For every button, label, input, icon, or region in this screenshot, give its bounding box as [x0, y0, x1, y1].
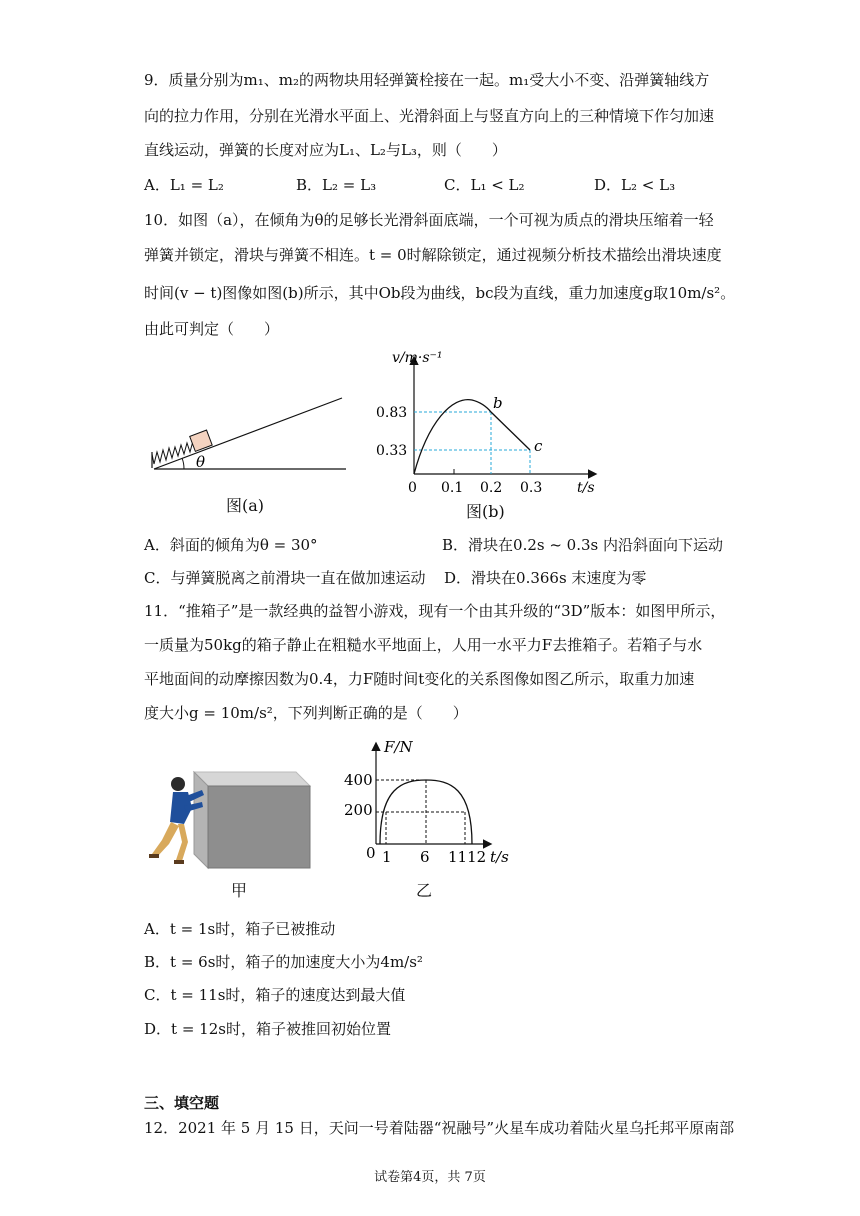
figure-yi-ft-graph: [340, 738, 520, 868]
q12-line-1: 12．2021 年 5 月 15 日，天问一号着陆器“祝融号”火星车成功着陆火星乌托邦平原南部: [144, 1119, 735, 1137]
q10-option-b: B．滑块在0.2s ~ 0.3s 内沿斜面向下运动: [442, 536, 724, 554]
ft-x-axis-label: t/s: [490, 848, 509, 866]
q9-line-2: 向的拉力作用，分别在光滑水平面上、光滑斜面上与竖直方向上的三种情境下作匀加速: [144, 107, 715, 125]
q10-option-c: C．与弹簧脱离之前滑块一直在做加速运动: [144, 569, 426, 587]
q11-option-b: B．t = 6s时，箱子的加速度大小为4m/s²: [144, 953, 423, 971]
figure-a-incline: [144, 390, 354, 480]
ft-y-tick-400: 400: [344, 771, 373, 789]
figure-jia-caption: 甲: [231, 881, 248, 900]
ft-y-tick-200: 200: [344, 801, 373, 819]
ft-y-axis-label: F/N: [384, 738, 413, 756]
box-front-face: [208, 786, 310, 868]
q9-option-d: D．L₂ < L₃: [594, 176, 676, 194]
ft-x-tick-1: 1: [382, 848, 392, 866]
section-fill-blank-heading: 三、填空题: [144, 1094, 220, 1112]
q9-option-b: B．L₂ = L₃: [296, 176, 377, 194]
q11-option-a: A．t = 1s时，箱子已被推动: [144, 920, 336, 938]
ft-x-tick-6: 6: [420, 848, 430, 866]
q11-option-c: C．t = 11s时，箱子的速度达到最大值: [144, 986, 406, 1004]
q11-line-1: 11．“推箱子”是一款经典的益智小游戏，现有一个由其升级的“3D”版本：如图甲所示，: [144, 602, 726, 620]
vt-x-tick-03: 0.3: [520, 480, 543, 496]
q9-line-1: 9．质量分别为m₁、m₂的两物块用轻弹簧栓接在一起。m₁受大小不变、沿弹簧轴线方: [144, 71, 710, 89]
vt-point-c-label: c: [534, 437, 543, 455]
q9-option-a: A．L₁ = L₂: [144, 176, 224, 194]
page-footer: 试卷第4页，共 7页: [374, 1170, 486, 1185]
box-left-face: [194, 772, 208, 868]
spring-drawing: [152, 441, 196, 464]
q10-option-a: A．斜面的倾角为θ = 30°: [144, 536, 318, 554]
q11-line-3: 平地面间的动摩擦因数为0.4，力F随时间t变化的关系图像如图乙所示，取重力加速: [144, 670, 695, 688]
vt-point-b-label: b: [493, 394, 503, 412]
vt-origin-label: 0: [408, 480, 417, 496]
q10-line-3: 时间(v − t)图像如图(b)所示，其中Ob段为曲线，bc段为直线，重力加速度g取10m/s²。: [144, 284, 736, 302]
figure-b-caption: 图(b): [466, 502, 505, 521]
q10-line-4: 由此可判定（ ）: [144, 320, 280, 338]
vt-x-tick-02: 0.2: [480, 480, 503, 496]
q10-line-2: 弹簧并锁定，滑块与弹簧不相连。t = 0时解除锁定，通过视频分析技术描绘出滑块速度: [144, 246, 722, 264]
q10-line-1: 10．如图（a），在倾角为θ的足够长光滑斜面底端，一个可视为质点的滑块压缩着一轻: [144, 211, 714, 229]
ft-origin-label: 0: [366, 844, 376, 862]
vt-curve: [414, 400, 530, 474]
vt-y-axis-label: v/m·s⁻¹: [392, 350, 443, 366]
figure-jia-push-box: [144, 762, 324, 872]
q9-option-c: C．L₁ < L₂: [444, 176, 525, 194]
figure-b-vt-graph: [370, 350, 610, 500]
q11-line-2: 一质量为50kg的箱子静止在粗糙水平地面上，人用一水平力F去推箱子。若箱子与水: [144, 636, 703, 654]
q9-line-3: 直线运动，弹簧的长度对应为L₁、L₂与L₃，则（ ）: [144, 141, 507, 159]
vt-y-tick-083: 0.83: [376, 405, 408, 421]
theta-label: θ: [196, 453, 206, 471]
ft-x-tick-1112: 1112: [448, 848, 487, 866]
q10-option-d: D．滑块在0.366s 末速度为零: [444, 569, 647, 587]
box-top-face: [194, 772, 310, 786]
vt-x-tick-01: 0.1: [441, 480, 464, 496]
figure-yi-caption: 乙: [416, 881, 433, 900]
q11-option-d: D．t = 12s时，箱子被推回初始位置: [144, 1020, 391, 1038]
q11-line-4: 度大小g = 10m/s²，下列判断正确的是（ ）: [144, 704, 468, 722]
vt-x-axis-label: t/s: [577, 480, 595, 496]
vt-y-tick-033: 0.33: [376, 443, 408, 459]
figure-a-caption: 图(a): [226, 496, 265, 515]
